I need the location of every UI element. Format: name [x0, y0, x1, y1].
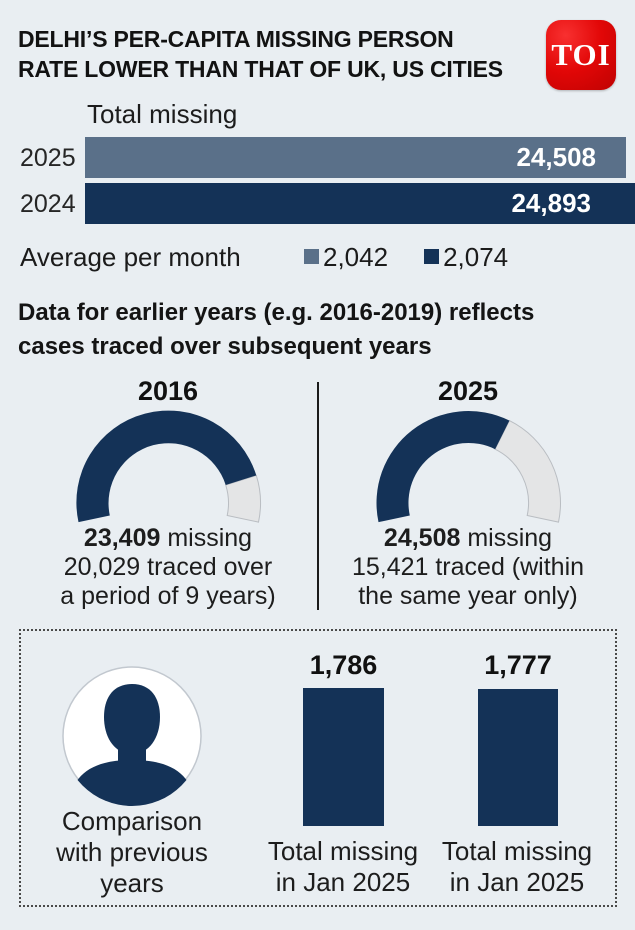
gauge-caption-2025-line2: 15,421 traced (within — [351, 553, 585, 581]
section-divider — [317, 382, 319, 610]
comparison-label — [22, 806, 242, 899]
person-avatar — [60, 664, 204, 808]
jan-bar-caption-1-line2: in Jan 2025 — [275, 867, 411, 897]
bar-2025 — [85, 137, 626, 178]
legend-swatch-2025 — [304, 249, 319, 264]
gauge-track-2025 — [495, 421, 560, 522]
legend-swatch-2024 — [424, 249, 439, 264]
jan-bar-value-2: 1,777 — [484, 650, 552, 680]
legend-item-2025 — [304, 242, 388, 273]
gauge-year-2016: 2016 — [137, 376, 199, 406]
bar-2024 — [85, 183, 635, 224]
gauge-caption-2025-line3: the same year only) — [358, 582, 578, 610]
legend-title: Average per month — [20, 242, 241, 272]
gauge-chart-2025 — [366, 404, 571, 524]
jan-bar-caption-2 — [432, 836, 602, 898]
page-title-line-1: DELHI’S PER-CAPITA MISSING PERSON — [18, 26, 454, 52]
toi-logo-text: TOI — [551, 37, 611, 72]
page-title-line-2: RATE LOWER THAN THAT OF UK, US CITIES — [18, 56, 503, 82]
gauge-caption-2016-line3: a period of 9 years) — [60, 582, 276, 610]
note-line-1: Data for earlier years (e.g. 2016-2019) reflects — [18, 299, 535, 326]
toi-logo — [546, 20, 616, 90]
legend-value-2024: 2,074 — [443, 242, 509, 272]
jan-bar-caption-2-line1: Total missing — [441, 836, 593, 866]
jan-bar-1 — [303, 688, 384, 826]
gauge-caption-2016-line2: 20,029 traced over — [63, 553, 273, 581]
gauge-caption-2016-number: 23,409 — [83, 524, 161, 552]
bar-row-label-2025: 2025 — [20, 144, 76, 172]
jan-bar-caption-1 — [258, 836, 428, 898]
gauge-caption-2025-suffix: missing — [460, 524, 553, 552]
legend — [304, 242, 508, 273]
jan-bar-2 — [478, 689, 558, 826]
gauge-caption-2016 — [28, 524, 308, 611]
gauge-caption-2016-suffix: missing — [160, 524, 253, 552]
bar-value-2025: 24,508 — [516, 142, 596, 172]
gauge-caption-2025 — [328, 524, 608, 611]
comparison-label-line3: years — [100, 868, 164, 898]
jan-bar-value-1: 1,786 — [309, 650, 378, 680]
gauge-chart-2016 — [66, 404, 271, 524]
bar-chart-title: Total missing — [87, 99, 238, 129]
note-line-2: cases traced over subsequent years — [18, 333, 432, 360]
jan-bar-caption-1-line1: Total missing — [267, 836, 419, 866]
gauge-fill-2025 — [376, 411, 509, 522]
gauge-caption-2025-number: 24,508 — [383, 524, 461, 552]
bar-row-label-2024: 2024 — [20, 190, 76, 218]
comparison-label-line1: Comparison — [61, 806, 203, 836]
legend-value-2025: 2,042 — [323, 242, 389, 272]
gauge-year-2025: 2025 — [437, 376, 499, 406]
legend-item-2024 — [424, 242, 508, 273]
bar-value-2024: 24,893 — [511, 188, 591, 218]
comparison-label-line2: with previous — [56, 837, 208, 867]
jan-bar-caption-2-line2: in Jan 2025 — [449, 867, 585, 897]
